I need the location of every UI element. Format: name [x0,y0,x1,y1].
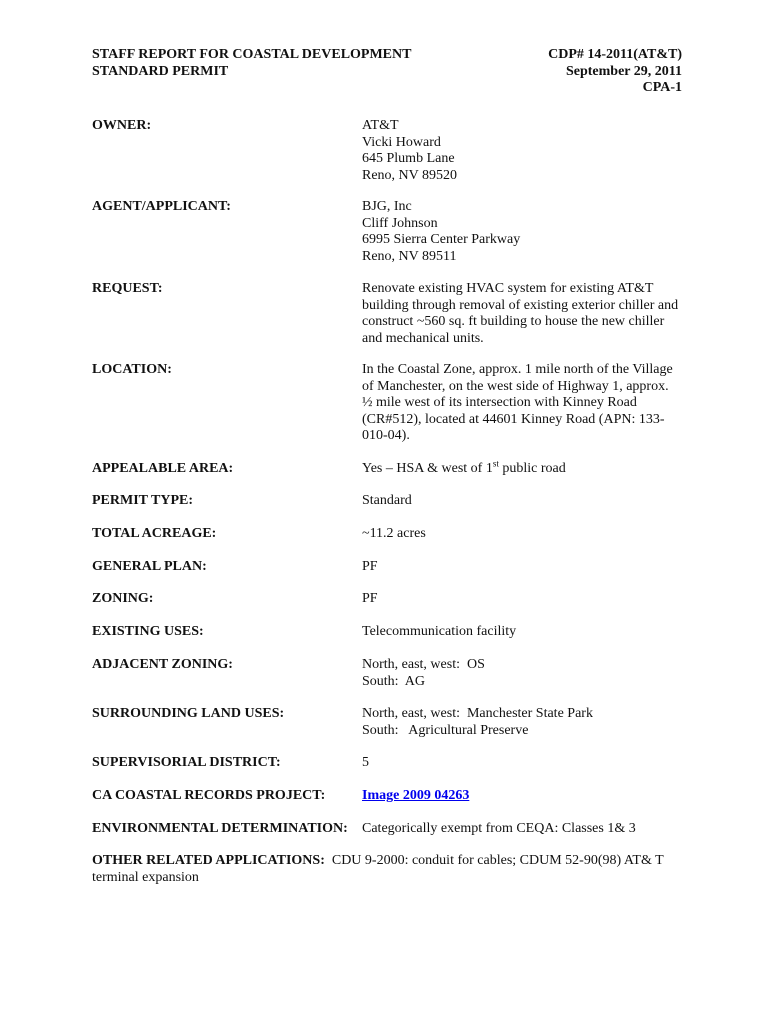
agent-line: 6995 Sierra Center Parkway [362,232,521,247]
general-plan-value: PF [362,559,378,574]
total-acreage-value: ~11.2 acres [362,526,426,541]
general-plan-label: GENERAL PLAN: [92,559,207,574]
appealable-sup: st [492,458,499,469]
appealable-pre: Yes – HSA & west of 1 [362,461,493,476]
request-line: construct ~560 sq. ft building to house the new chiller [362,314,665,329]
environmental-determination-label: ENVIRONMENTAL DETERMINATION: [92,821,348,836]
owner-line: AT&T [362,118,399,133]
owner-line: Vicki Howard [362,134,441,150]
coastal-records-value [362,788,687,805]
adjacent-zoning-label: ADJACENT ZONING: [92,657,233,672]
adjacent-zoning-line: South: AG [362,673,426,689]
agent-line: Reno, NV 89511 [362,248,457,264]
other-related-applications [92,853,682,886]
report-title-line-1: STAFF REPORT FOR COASTAL DEVELOPMENT [92,47,412,62]
other-related-applications-label: OTHER RELATED APPLICATIONS: [92,853,325,868]
owner-line: 645 Plumb Lane [362,151,455,166]
coastal-records-image-link[interactable]: Image 2009 04263 [362,788,470,803]
location-label: LOCATION: [92,362,172,377]
location-line: 010-04). [362,428,410,443]
existing-uses-value: Telecommunication facility [362,624,517,639]
owner-value [362,118,687,184]
permit-type-value: Standard [362,493,412,508]
adjacent-zoning-line: North, east, west: OS [362,657,485,672]
report-title [92,47,411,80]
other-related-applications-value: CDU 9-2000: conduit for cables; CDUM 52-90(98) AT& T terminal expansion [92,853,667,885]
permit-number: CDP# 14-2011(AT&T) [548,47,682,62]
appealable-area-value [362,458,687,478]
request-line: building through removal of existing exterior chiller and [362,297,679,313]
zoning-value: PF [362,591,378,606]
request-line: Renovate existing HVAC system for existing AT&T [362,281,654,296]
agent-line: Cliff Johnson [362,215,438,231]
agent-line: BJG, Inc [362,199,412,214]
adjacent-zoning-value [362,657,687,690]
report-title-line-2: STANDARD PERMIT [92,63,229,79]
location-line: ½ mile west of its intersection with Kinney Road [362,395,637,410]
environmental-determination-value: Categorically exempt from CEQA: Classes 1& 3 [362,821,636,836]
location-value [362,362,687,445]
location-line: (CR#512), located at 44601 Kinney Road (APN: 133- [362,411,665,427]
surrounding-land-uses-value [362,706,687,739]
surrounding-line: North, east, west: Manchester State Park [362,706,593,721]
request-label: REQUEST: [92,281,163,296]
supervisorial-district-value: 5 [362,755,369,770]
surrounding-land-uses-label: SURROUNDING LAND USES: [92,706,285,721]
agent-label: AGENT/APPLICANT: [92,199,231,214]
page-code: CPA-1 [642,80,682,95]
report-date: September 29, 2011 [565,63,682,79]
total-acreage-label: TOTAL ACREAGE: [92,526,217,541]
surrounding-line: South: Agricultural Preserve [362,722,529,738]
coastal-records-label: CA COASTAL RECORDS PROJECT: [92,788,326,803]
location-line: of Manchester, on the west side of Highway 1, approx. [362,378,669,394]
owner-label: OWNER: [92,118,152,133]
appealable-post: public road [498,461,566,476]
report-reference [548,47,682,97]
request-value [362,281,687,347]
appealable-area-label: APPEALABLE AREA: [92,461,234,476]
location-line: In the Coastal Zone, approx. 1 mile north of the Village [362,362,673,377]
existing-uses-label: EXISTING USES: [92,624,204,639]
agent-value [362,199,687,265]
permit-type-label: PERMIT TYPE: [92,493,193,508]
zoning-label: ZONING: [92,591,154,606]
owner-line: Reno, NV 89520 [362,167,458,183]
supervisorial-district-label: SUPERVISORIAL DISTRICT: [92,755,281,770]
request-line: and mechanical units. [362,330,484,346]
